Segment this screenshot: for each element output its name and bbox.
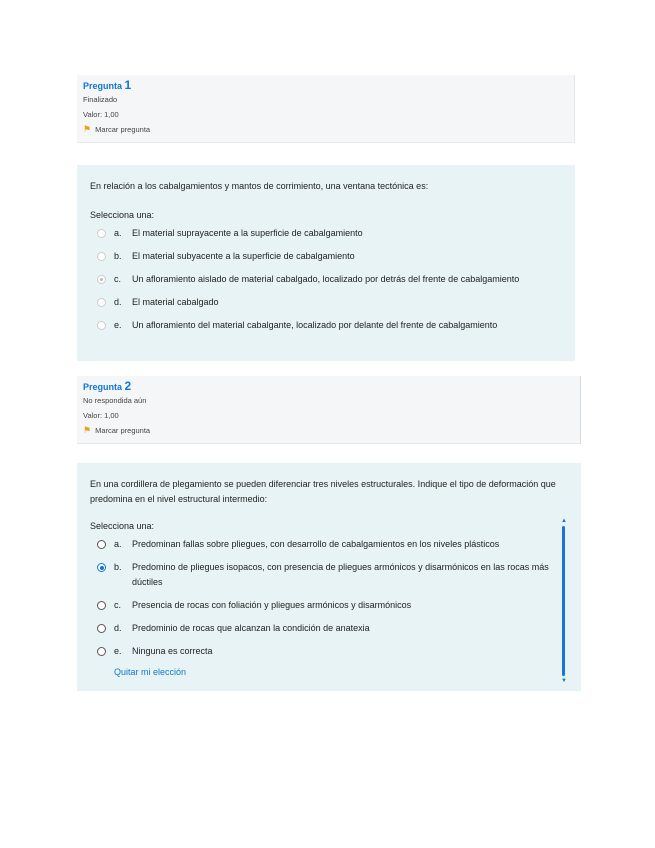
question-label: Pregunta (83, 382, 123, 392)
option-b (90, 249, 562, 264)
question-label: Pregunta (83, 81, 123, 91)
question-2-prompt: Selecciona una: (90, 521, 155, 531)
question-1-grade: Valor: 1,00 (83, 110, 119, 119)
question-2-grade: Valor: 1,00 (83, 411, 119, 420)
option-letter: d. (114, 297, 122, 307)
option-letter: a. (114, 228, 122, 238)
option-letter: e. (114, 646, 122, 656)
flag-question-2[interactable] (83, 423, 574, 438)
question-number: 1 (124, 78, 132, 92)
option-c (90, 272, 562, 287)
radio-b (97, 252, 106, 261)
radio-d[interactable] (97, 624, 106, 633)
option-text: Predomino de pliegues isopacos, con presencia de pliegues armónicos y disarmónicos en las rocas más dúctiles (132, 562, 549, 587)
option-letter: b. (114, 562, 122, 572)
option-text: El material cabalgado (132, 297, 219, 307)
option-b[interactable] (90, 560, 554, 590)
radio-b[interactable] (97, 563, 106, 572)
option-letter: c. (114, 274, 122, 284)
question-1-content (77, 165, 575, 361)
clear-choice-link[interactable]: Quitar mi elección (114, 667, 187, 677)
flag-icon: ⚑ (83, 425, 92, 435)
flag-icon: ⚑ (83, 124, 92, 134)
question-2-content (77, 463, 581, 691)
option-e[interactable] (90, 644, 554, 659)
option-letter: b. (114, 251, 122, 261)
option-a (90, 226, 562, 241)
option-text: Ninguna es correcta (132, 646, 213, 656)
option-c[interactable] (90, 598, 554, 613)
option-e (90, 318, 562, 333)
scroll-down-icon[interactable]: ▼ (561, 678, 567, 684)
question-2-text: En una cordillera de plegamiento se pueden diferenciar tres niveles estructurales. Indique el tipo de deformación que predomina en el nivel estructural intermedio: (90, 479, 556, 504)
option-letter: a. (114, 539, 122, 549)
scroll-up-icon[interactable]: ▲ (561, 518, 567, 524)
radio-a (97, 229, 106, 238)
radio-e (97, 321, 106, 330)
radio-a[interactable] (97, 540, 106, 549)
question-1-prompt: Selecciona una: (90, 210, 155, 220)
option-d[interactable] (90, 621, 554, 636)
scroll-thumb[interactable] (562, 526, 565, 676)
flag-label: Marcar pregunta (95, 125, 151, 134)
question-2-answers (90, 537, 568, 677)
option-d (90, 295, 562, 310)
question-1-text: En relación a los cabalgamientos y mantos de corrimiento, una ventana tectónica es: (90, 181, 429, 191)
option-text: El material subyacente a la superficie de cabalgamiento (132, 251, 355, 261)
option-letter: c. (114, 600, 122, 610)
option-letter: e. (114, 320, 122, 330)
flag-question-1[interactable] (83, 122, 568, 137)
option-text: El material suprayacente a la superficie de cabalgamiento (132, 228, 363, 238)
radio-c (97, 275, 106, 284)
radio-e[interactable] (97, 647, 106, 656)
option-letter: d. (114, 623, 122, 633)
question-1-number (83, 79, 568, 92)
scrollbar[interactable] (561, 518, 567, 684)
option-text: Predominan fallas sobre pliegues, con desarrollo de cabalgamientos en los niveles plásticos (132, 539, 500, 549)
option-text: Predominio de rocas que alcanzan la condición de anatexia (132, 623, 370, 633)
question-2-state: No respondida aún (83, 396, 147, 405)
radio-c[interactable] (97, 601, 106, 610)
option-text: Presencia de rocas con foliación y pliegues armónicos y disarmónicos (132, 600, 412, 610)
option-text: Un afloramiento aislado de material cabalgado, localizado por detrás del frente de cabalgamiento (132, 274, 520, 284)
option-text: Un afloramiento del material cabalgante, localizado por delante del frente de cabalgamiento (132, 320, 498, 330)
question-number: 2 (124, 379, 132, 393)
question-1-answers (90, 226, 562, 333)
question-2-number (83, 380, 574, 393)
flag-label: Marcar pregunta (95, 426, 151, 435)
question-2-info (77, 376, 581, 444)
radio-d (97, 298, 106, 307)
question-1-info (77, 75, 575, 143)
question-1-state: Finalizado (83, 95, 118, 104)
option-a[interactable] (90, 537, 554, 552)
